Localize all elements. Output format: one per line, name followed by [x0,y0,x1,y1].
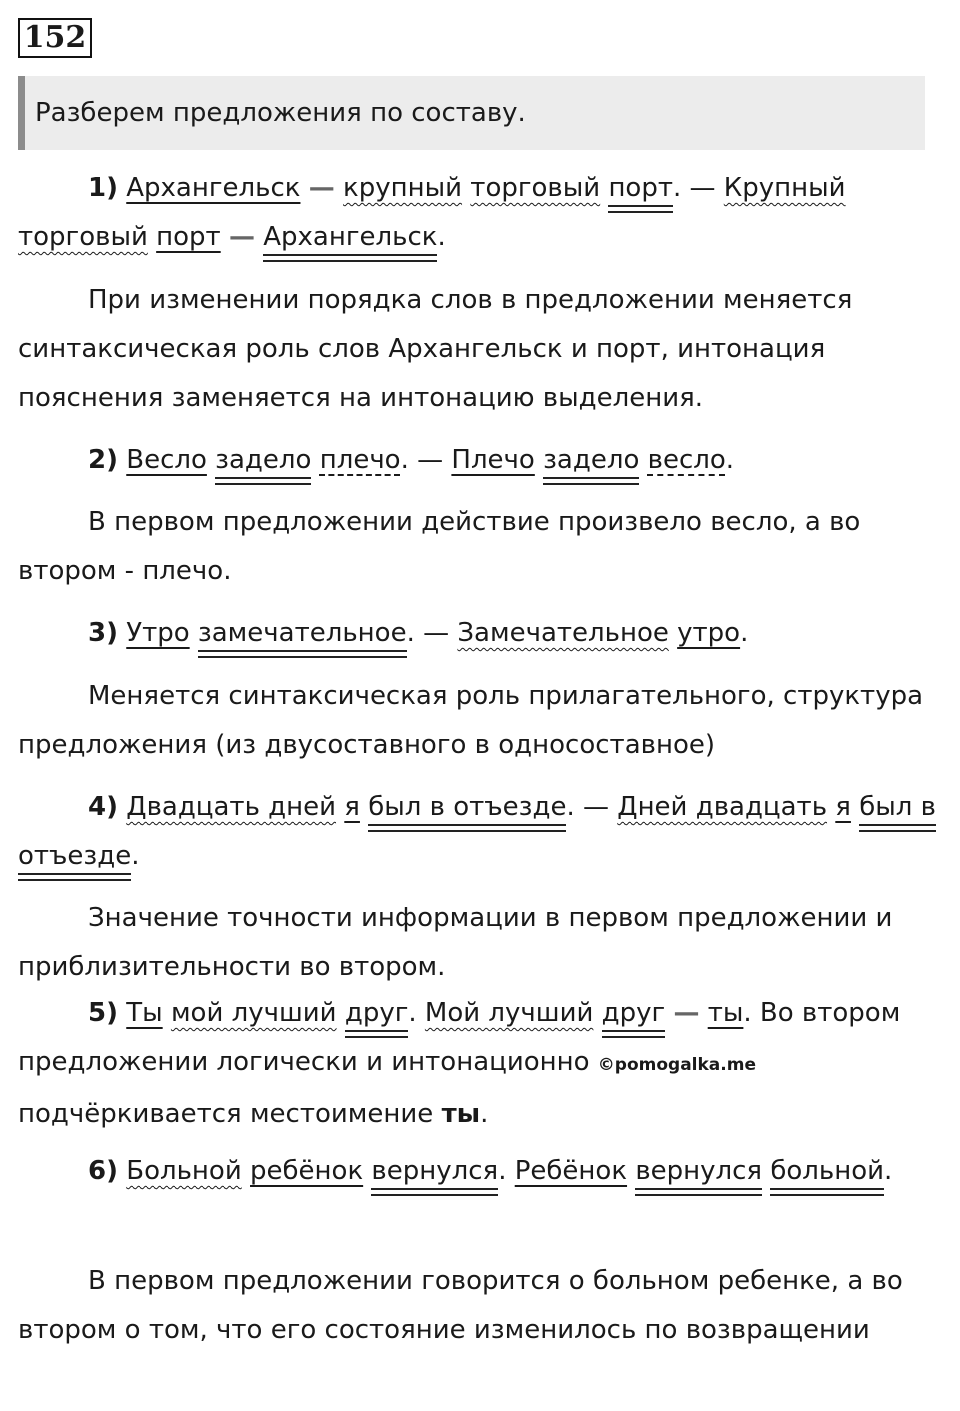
emphasis: ты [441,1099,481,1129]
separator: . — [673,173,724,203]
subject: ребёнок [250,1156,364,1186]
predicate: Архангельск [263,222,437,256]
separator: . — [400,445,452,475]
object: весло [647,445,726,475]
task-banner: Разберем предложения по составу. [18,76,925,150]
punct: . [740,618,749,648]
subject: Ты [126,998,163,1028]
item-6 [18,1147,940,1196]
exercise-number: 152 [18,18,92,58]
subject: ты [707,998,744,1028]
adverbial: Двадцать дней [126,792,337,822]
separator: . [498,1156,515,1186]
separator: . [408,998,425,1028]
predicate: вернулся [371,1156,498,1190]
dash: — [228,222,255,252]
text: . Во втором предложении логически и интонационно [18,998,901,1077]
predicate: замечательное [198,618,407,652]
watermark: ©pomogalka.me [597,1055,756,1075]
dash: — [673,998,700,1028]
item-1 [18,164,940,262]
punct: . [725,445,735,475]
attribute: Крупный [723,173,846,203]
explanation-1: При изменении порядка слов в предложении меняется синтаксическая роль слов Архангельск и порт, интонация пояснения заменяется на интонацию выделения. [18,285,853,413]
explanation-2: В первом предложении действие произвело весло, а во втором - плечо. [18,507,861,586]
attribute: крупный [343,173,463,203]
punct: . [884,1156,893,1186]
subject: утро [677,618,741,648]
subject: Весло [126,445,207,475]
attribute: торговый [18,222,148,252]
text: подчёркивается местоимение [18,1099,442,1129]
item-number: 4) [88,792,118,822]
subject: порт [156,222,221,252]
predicate: порт [608,173,673,207]
attribute: мой лучший [170,998,337,1028]
item-number: 2) [88,445,118,475]
attribute: Мой лучший [424,998,594,1028]
item-number: 1) [88,173,118,203]
item-2 [18,436,940,485]
attribute: торговый [470,173,601,203]
attribute: Замечательное [457,618,669,648]
predicate: больной [770,1156,884,1190]
predicate: задело [543,445,639,479]
predicate: друг [602,998,666,1032]
object: плечо [319,445,401,475]
separator: . — [566,792,618,822]
separator: . — [406,618,458,648]
subject: Ребёнок [514,1156,628,1186]
subject: Архангельск [126,173,301,203]
predicate: друг [345,998,409,1032]
subject: я [344,792,360,822]
explanation-3: Меняется синтаксическая роль прилагательного, структура предложения (из двусоставного в односоставное) [18,681,924,760]
subject: Утро [126,618,190,648]
adverbial: Дней двадцать [617,792,828,822]
item-number: 6) [88,1156,118,1186]
explanation-4: Значение точности информации в первом предложении и приблизительности во втором. [18,903,893,982]
predicate: задело [215,445,311,479]
punct: . [480,1099,489,1129]
predicate: был в отъезде [18,792,936,875]
subject: Плечо [451,445,535,475]
item-3 [18,609,940,658]
attribute: Больной [126,1156,242,1186]
item-number: 5) [88,998,118,1028]
punct: . [131,841,140,871]
item-number: 3) [88,618,118,648]
item-5 [18,989,940,1139]
predicate: был в отъезде [368,792,566,826]
item-4 [18,783,940,881]
explanation-5: В первом предложении говорится о больном ребенке, а во втором о том, что его состояние изменилось по возвращении [18,1266,903,1345]
punct: . [437,222,446,252]
predicate: вернулся [635,1156,762,1190]
subject: я [835,792,851,822]
dash: — [308,173,335,203]
